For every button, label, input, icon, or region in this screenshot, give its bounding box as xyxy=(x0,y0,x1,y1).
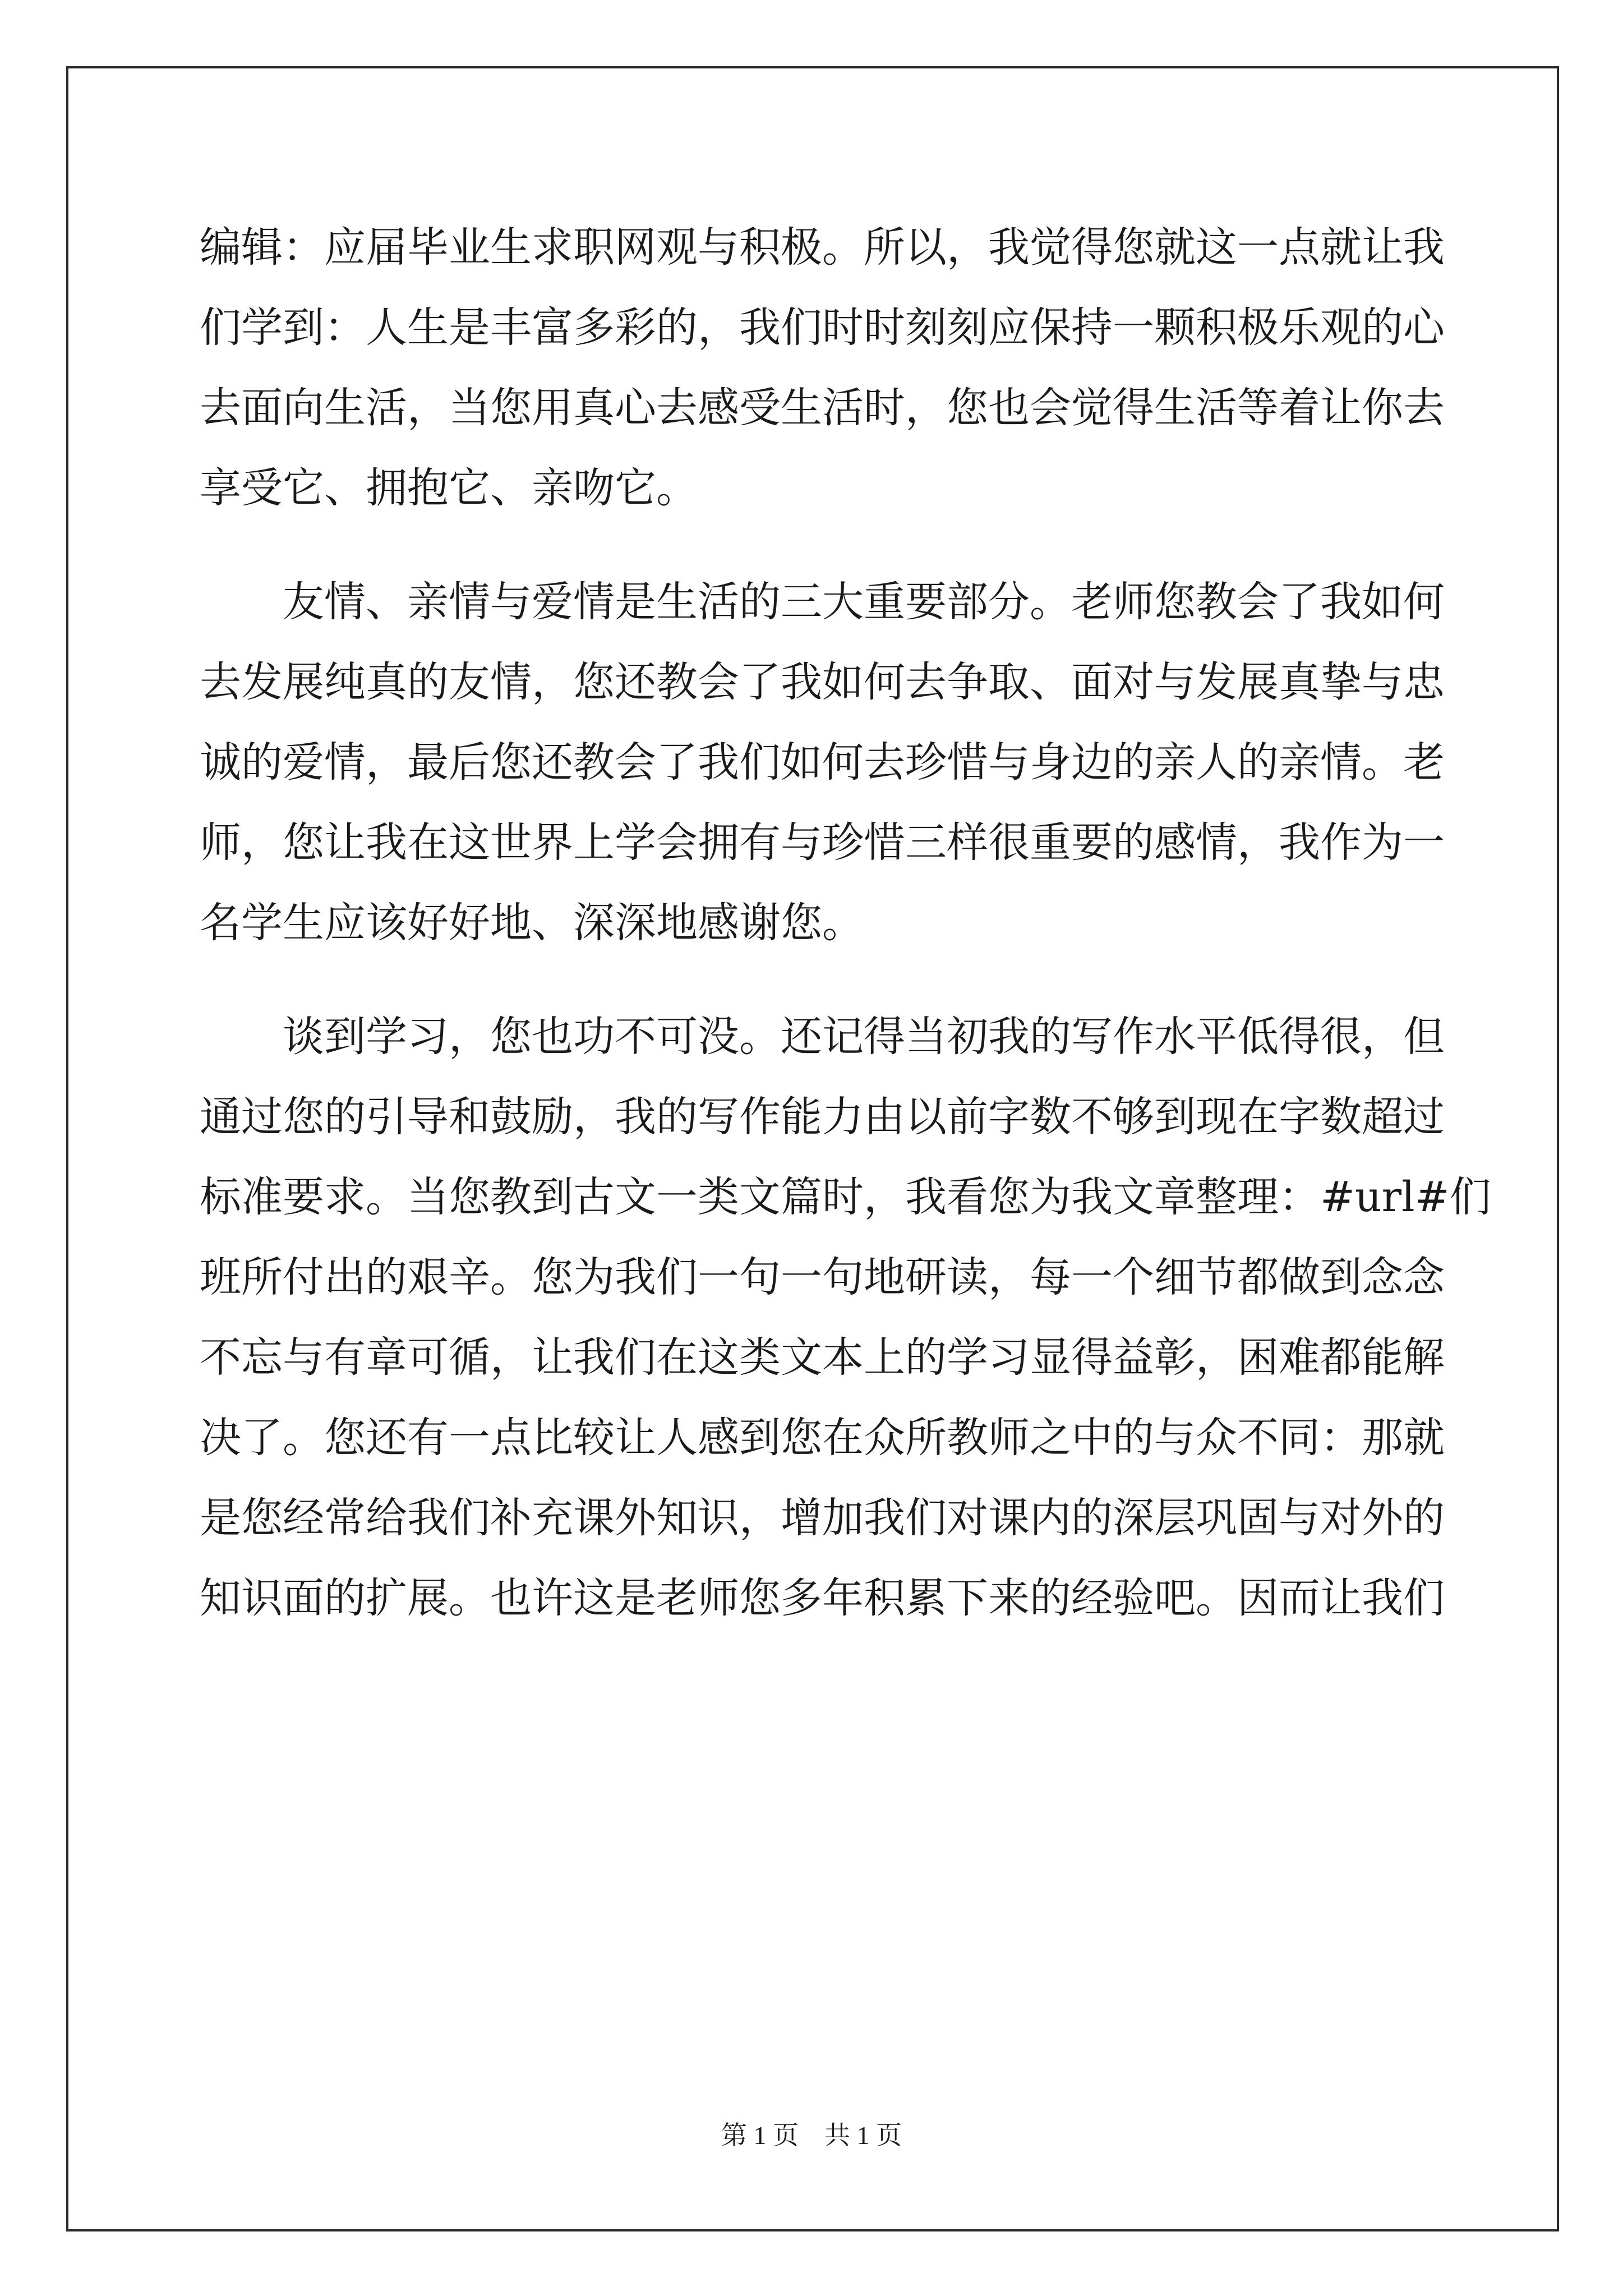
paragraph-spacer xyxy=(200,963,1433,997)
text-line: 不忘与有章可循，让我们在这类文本上的学习显得益彰，困难都能解 xyxy=(200,1333,1445,1382)
text-line: 去发展纯真的友情，您还教会了我如何去争取、面对与发展真挚与忠 xyxy=(200,658,1445,706)
text-line: 们学到：人生是丰富多彩的，我们时时刻刻应保持一颗积极乐观的心 xyxy=(200,303,1445,352)
paragraph-2 xyxy=(200,562,1445,963)
text-line: 通过您的引导和鼓励，我的写作能力由以前字数不够到现在字数超过 xyxy=(200,1093,1445,1141)
text-line: 班所付出的艰辛。您为我们一句一句地研读，每一个细节都做到念念 xyxy=(200,1253,1445,1301)
page-number-footer: 第 1 页 共 1 页 xyxy=(721,2121,902,2150)
paragraph-spacer xyxy=(200,528,1433,562)
paragraph-3 xyxy=(200,997,1491,1639)
text-line: 编辑：应届毕业生求职网观与积极。所以，我觉得您就这一点就让我 xyxy=(200,223,1445,272)
text-line: 标准要求。当您教到古文一类文篇时，我看您为我文章整理：#url#们 xyxy=(200,1173,1491,1221)
paragraph-1 xyxy=(200,208,1445,528)
text-line: 知识面的扩展。也许这是老师您多年积累下来的经验吧。因而让我们 xyxy=(200,1574,1445,1622)
text-line: 享受它、拥抱它、亲吻它。 xyxy=(200,464,698,512)
text-line: 去面向生活，当您用真心去感受生活时，您也会觉得生活等着让你去 xyxy=(200,384,1445,432)
document-body xyxy=(200,208,1491,1639)
text-line: 师，您让我在这世界上学会拥有与珍惜三样很重要的感情，我作为一 xyxy=(200,818,1445,867)
text-line: 诚的爱情，最后您还教会了我们如何去珍惜与身边的亲人的亲情。老 xyxy=(200,738,1445,786)
text-line: 名学生应该好好地、深深地感谢您。 xyxy=(200,899,864,947)
text-line: 是您经常给我们补充课外知识，增加我们对课内的深层巩固与对外的 xyxy=(200,1494,1445,1542)
text-line: 友情、亲情与爱情是生活的三大重要部分。老师您教会了我如何 xyxy=(200,578,1445,626)
text-line: 决了。您还有一点比较让人感到您在众所教师之中的与众不同：那就 xyxy=(200,1414,1445,1462)
text-line: 谈到学习，您也功不可没。还记得当初我的写作水平低得很，但 xyxy=(200,1013,1445,1061)
